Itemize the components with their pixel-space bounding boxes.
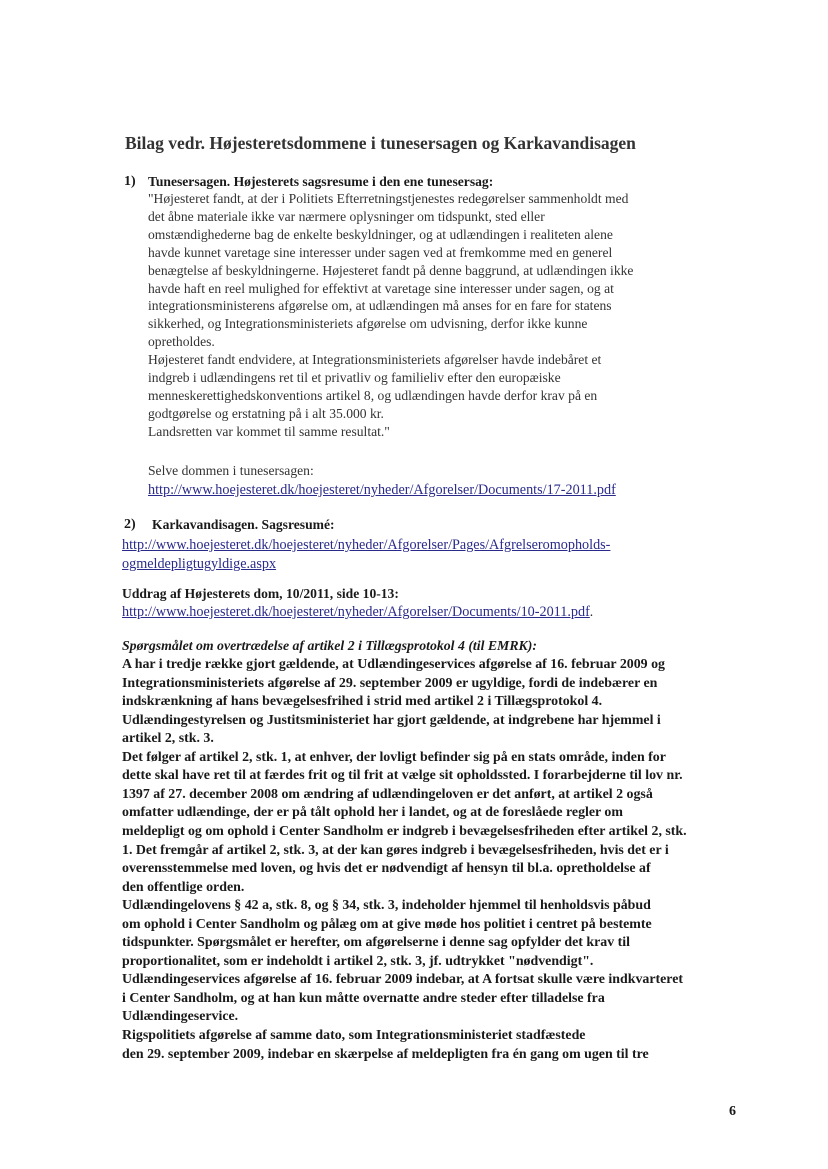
section-1-self-label: Selve dommen i tunesersagen: — [148, 463, 314, 478]
body-line: tidspunkter. Spørgsmålet er herefter, om afgørelserne i denne sag opfylder det krav til — [122, 935, 631, 951]
page-number: 6 — [729, 1104, 736, 1119]
quote-line: havde kunnet varetage sine interesser under sagen ved at fremkomme med en generel — [148, 244, 613, 260]
extract-link-row — [122, 603, 593, 621]
body-line: artikel 2, stk. 3. — [122, 731, 214, 747]
quote-line: opretholdes. — [148, 334, 215, 350]
body-line: om ophold i Center Sandholm og pålæg om at give møde hos politiet i centret på bestemte — [122, 916, 652, 932]
body-line: den 29. september 2009, indebar en skærpelse af meldepligten fra én gang om ugen til tre — [122, 1046, 649, 1062]
body-line: Udlændingeservice. — [122, 1009, 239, 1025]
body-line: dette skal have ret til at færdes frit og til frit at vælge sit opholdssted. I forarbejderne til lov nr. — [122, 768, 683, 784]
quote-line: menneskerettighedskonventions artikel 8, og udlændingen havde derfor krav på en — [148, 387, 598, 403]
body-line: indskrænkning af hans bevægelsesfrihed i strid med artikel 2 i Tillægsprotokol 4. — [122, 694, 603, 710]
body-line: proportionalitet, som er indeholdt i artikel 2, stk. 3, jf. udtrykket "nødvendigt". — [122, 953, 594, 969]
quote-line: godtgørelse og erstatning på i alt 35.000 kr. — [148, 405, 384, 421]
extract-link-period: . — [589, 604, 594, 619]
quote-line: benægtelse af beskyldningerne. Højesteret fandt på denne baggrund, at udlændingen ikke — [148, 262, 634, 278]
body-line: A har i tredje række gjort gældende, at Udlændingeservices afgørelse af 16. februar 2009 og — [122, 657, 665, 672]
quote-line: indgreb i udlændingens ret til et privatliv og familieliv efter den europæiske — [148, 370, 561, 385]
body-line: den offentlige orden. — [122, 879, 245, 895]
section-2-number: 2) — [124, 517, 136, 532]
section-2-link-line-1[interactable]: http://www.hoejesteret.dk/hoejesteret/nyheder/Afgorelser/Pages/Afgrelseromopholds- — [122, 537, 611, 553]
body-line: Udlændingestyrelsen og Justitsministeriet har gjort gældende, at indgrebene har hjemmel i — [122, 712, 661, 728]
document-title: Bilag vedr. Højesteretsdommene i tunesersagen og Karkavandisagen — [125, 133, 636, 153]
body-line: Integrationsministeriets afgørelse af 29. september 2009 er ugyldige, fordi de indebærer en — [122, 675, 658, 691]
extract-link[interactable]: http://www.hoejesteret.dk/hoejesteret/nyheder/Afgorelser/Documents/10-2011.pdf — [122, 604, 590, 620]
body-line: Det følger af artikel 2, stk. 1, at enhver, der lovligt befinder sig på en stats område, inden for — [122, 749, 666, 765]
quote-line: omstændighederne bag de enkelte beskyldninger, og at udlændingen i realiteten alene — [148, 226, 613, 242]
question-heading: Spørgsmålet om overtrædelse af artikel 2 i Tillægsprotokol 4 (til EMRK): — [122, 638, 537, 653]
quote-line: det åbne materiale ikke var nærmere oplysninger om tidspunkt, sted eller — [148, 208, 545, 224]
quote-line: sikkerhed, og Integrationsministeriets afgørelse om udvisning, derfor ikke kunne — [148, 316, 588, 332]
body-line: Rigspolitiets afgørelse af samme dato, som Integrationsministeriet stadfæstede — [122, 1028, 586, 1043]
body-line: 1397 af 27. december 2008 om ændring af udlændingeloven er det anført, at artikel 2 også — [122, 786, 653, 802]
quote-line: Højesteret fandt endvidere, at Integrationsministeriets afgørelser havde indebåret et — [148, 352, 602, 368]
body-line: Udlændingeservices afgørelse af 16. februar 2009 indebar, at A fortsat skulle være indkvarteret — [122, 972, 683, 988]
body-line: meldepligt og om ophold i Center Sandholm er indgreb i bevægelsesfriheden efter artikel 2, stk. — [122, 823, 687, 839]
body-line: i Center Sandholm, og at han kun måtte overnatte andre steder efter tilladelse fra — [122, 990, 605, 1006]
quote-line: "Højesteret fandt, at der i Politiets Efterretningstjenestes redegørelser sammenholdt med — [148, 191, 629, 206]
quote-line: Landsretten var kommet til samme resultat." — [148, 423, 390, 439]
body-line: Udlændingelovens § 42 a, stk. 8, og § 34, stk. 3, indeholder hjemmel til henholdsvis påbud — [122, 898, 651, 914]
section-1-self-link[interactable]: http://www.hoejesteret.dk/hoejesteret/nyheder/Afgorelser/Documents/17-2011.pdf — [148, 482, 616, 498]
section-2-link-line-2[interactable]: ogmeldepligtugyldige.aspx — [122, 556, 277, 572]
extract-heading: Uddrag af Højesterets dom, 10/2011, side 10-13: — [122, 586, 399, 601]
body-line: 1. Det fremgår af artikel 2, stk. 3, at der kan gøres indgreb i bevægelsesfriheden, hvis det er i — [122, 842, 669, 858]
section-1-heading: Tunesersagen. Højesterets sagsresume i den ene tunesersag: — [148, 174, 494, 189]
section-1-number: 1) — [124, 174, 136, 189]
body-line: overensstemmelse med loven, og hvis det er nødvendigt af hensyn til bl.a. opretholdelse af — [122, 861, 651, 877]
body-line: omfatter udlændinge, der er på tålt ophold her i landet, og at de foreslåede regler om — [122, 805, 623, 821]
quote-line: integrationsministerens afgørelse om, at udlændingen må anses for en fare for statens — [148, 298, 612, 314]
section-2-heading: Karkavandisagen. Sagsresumé: — [152, 517, 335, 532]
quote-line: havde haft en reel mulighed for effektivt at varetage sine interesser under sagen, og at — [148, 280, 614, 296]
